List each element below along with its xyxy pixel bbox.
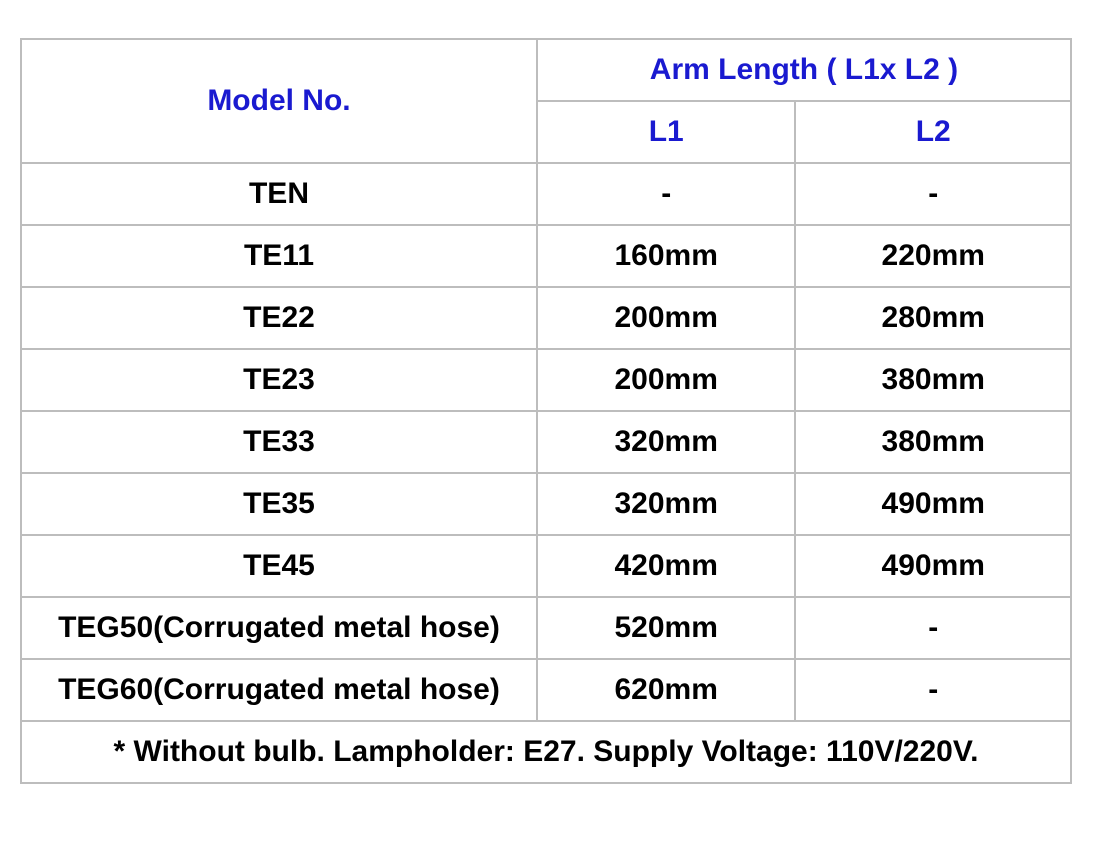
table-row (21, 287, 1071, 349)
l1-cell: 160mm (537, 225, 795, 287)
table-row (21, 225, 1071, 287)
l1-cell: 520mm (537, 597, 795, 659)
model-cell: TEG50(Corrugated metal hose) (21, 597, 537, 659)
model-cell: TE45 (21, 535, 537, 597)
l1-cell: 420mm (537, 535, 795, 597)
table-row (21, 411, 1071, 473)
table-row (21, 535, 1071, 597)
l2-cell: 380mm (795, 349, 1071, 411)
l1-cell: 320mm (537, 411, 795, 473)
l1-cell: - (537, 163, 795, 225)
table-row (21, 349, 1071, 411)
l2-cell: - (795, 163, 1071, 225)
footnote-row (21, 721, 1071, 783)
table-row (21, 163, 1071, 225)
l2-cell: 380mm (795, 411, 1071, 473)
l2-header: L2 (795, 101, 1071, 163)
model-cell: TE35 (21, 473, 537, 535)
l1-cell: 320mm (537, 473, 795, 535)
model-cell: TE33 (21, 411, 537, 473)
l2-cell: 490mm (795, 535, 1071, 597)
l2-cell: 280mm (795, 287, 1071, 349)
table-row (21, 659, 1071, 721)
l2-cell: 490mm (795, 473, 1071, 535)
spec-table (20, 38, 1072, 784)
l2-cell: 220mm (795, 225, 1071, 287)
model-cell: TE23 (21, 349, 537, 411)
table-row (21, 473, 1071, 535)
l2-cell: - (795, 597, 1071, 659)
l1-cell: 620mm (537, 659, 795, 721)
l1-header: L1 (537, 101, 795, 163)
model-cell: TEN (21, 163, 537, 225)
l1-cell: 200mm (537, 287, 795, 349)
l2-cell: - (795, 659, 1071, 721)
model-cell: TE11 (21, 225, 537, 287)
l1-cell: 200mm (537, 349, 795, 411)
table-row (21, 597, 1071, 659)
model-cell: TEG60(Corrugated metal hose) (21, 659, 537, 721)
header-row-1 (21, 39, 1071, 101)
arm-length-header: Arm Length ( L1x L2 ) (537, 39, 1071, 101)
footnote: * Without bulb. Lampholder: E27. Supply Voltage: 110V/220V. (21, 721, 1071, 783)
model-header: Model No. (21, 39, 537, 163)
model-cell: TE22 (21, 287, 537, 349)
